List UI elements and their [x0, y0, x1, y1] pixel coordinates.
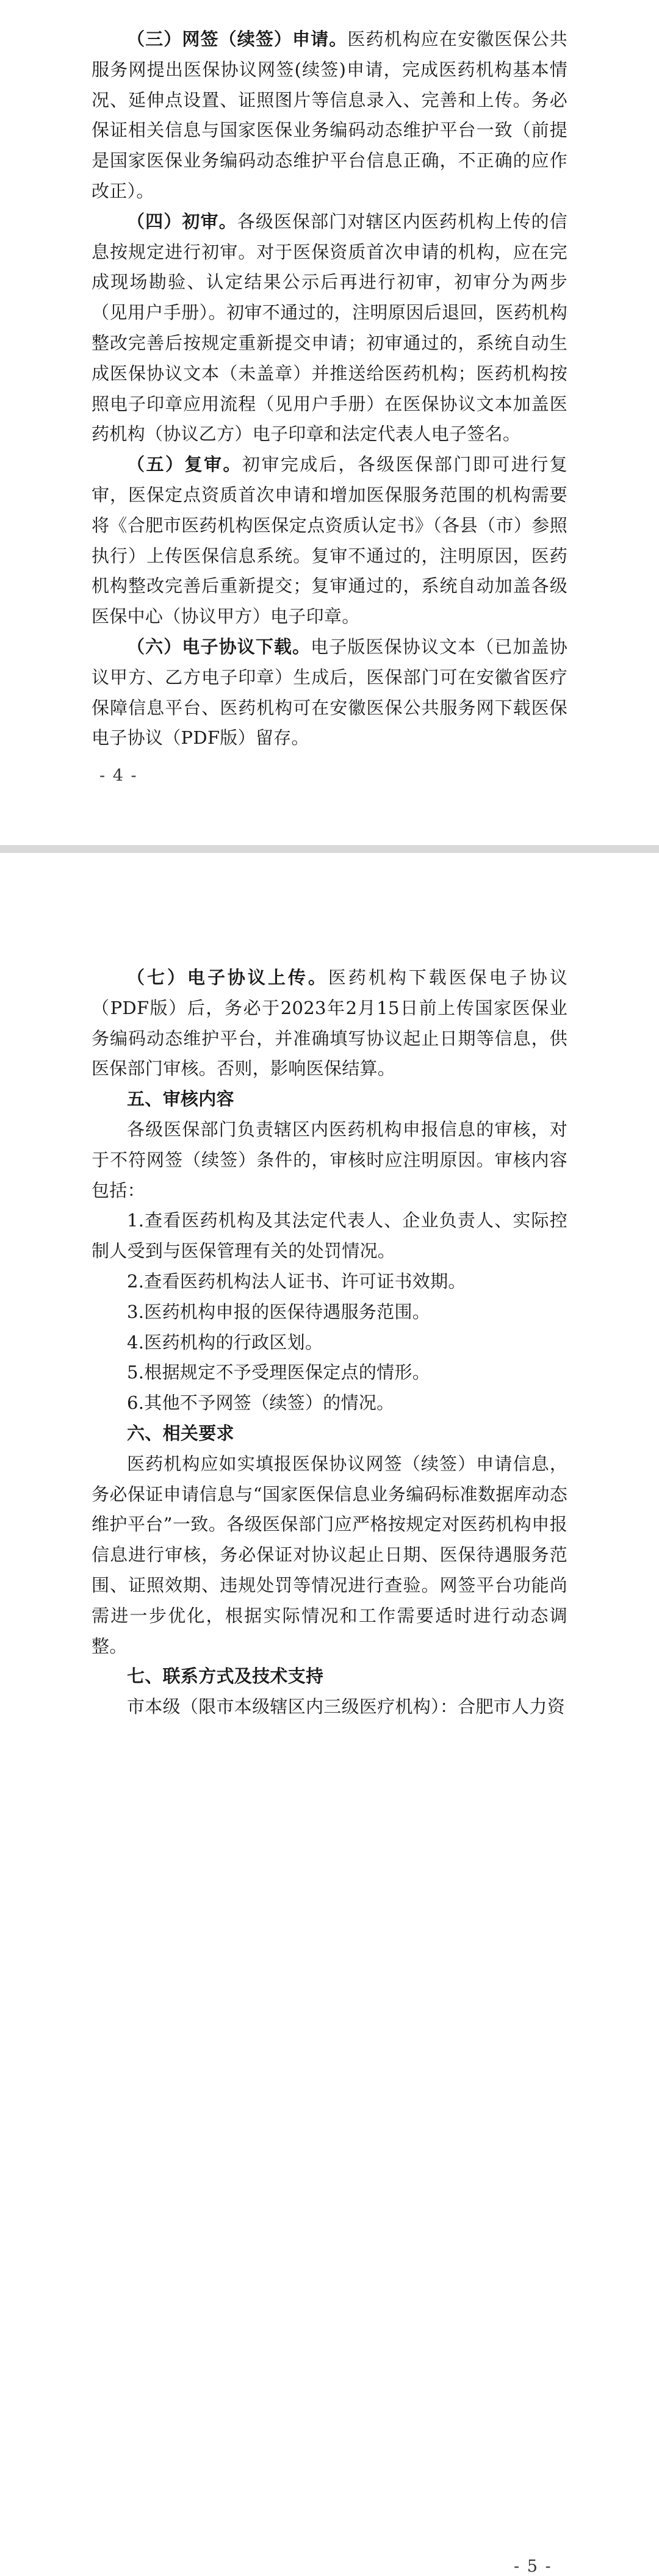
paragraph: [92, 963, 567, 1084]
document-page-5: [0, 853, 659, 2576]
paragraph-heading: （五）复审。: [127, 454, 242, 475]
paragraph: 市本级（限市本级辖区内三级医疗机构）：合肥市人力资: [127, 1696, 566, 1718]
section-heading: 五、审核内容: [127, 1088, 234, 1110]
list-item: 6.其他不予网签（续签）的情况。: [127, 1392, 395, 1414]
page-4-body: [92, 24, 567, 754]
list-item: 4.医药机构的行政区划。: [127, 1331, 323, 1353]
list-item: 2.查看医药机构法人证书、许可证书效期。: [127, 1270, 466, 1292]
paragraph: [92, 632, 567, 754]
paragraph-heading: （七）电子协议上传。: [127, 967, 328, 988]
list-item: 5.根据规定不予受理医保定点的情形。: [127, 1362, 431, 1383]
list-item: 3.医药机构申报的医保待遇服务范围。: [127, 1301, 431, 1322]
page-number: - 4 -: [99, 766, 138, 785]
paragraph-text: 医药机构下载医保电子协议（PDF版）后，务必于2023年2月15日前上传国家医保业务编码动态维护平台，并准确填写协议起止日期等信息，供医保部门审核。否则，影响医保结算。: [92, 967, 567, 1079]
page-separator: [0, 845, 659, 853]
paragraph: [92, 207, 567, 450]
paragraph-text: 初审完成后，各级医保部门即可进行复审，医保定点资质首次申请和增加医保服务范围的机构需要将《合肥市医药机构医保定点资质认定书》（各县（市）参照执行）上传医保信息系统。复审不通过的，注明原因，医药机构整改完善后重新提交；复审通过的，系统自动加盖各级医保中心（协议甲方）电子印章。: [92, 454, 567, 627]
paragraph-text: 电子版医保协议文本（已加盖协议甲方、乙方电子印章）生成后，医保部门可在安徽省医疗保障信息平台、医药机构可在安徽医保公共服务网下载医保电子协议（PDF版）留存。: [92, 636, 567, 749]
paragraph-text: 各级医保部门对辖区内医药机构上传的信息按规定进行初审。对于医保资质首次申请的机构，应在完成现场勘验、认定结果公示后再进行初审，初审分为两步（见用户手册）。初审不通过的，注明原因后退回，医药机构整改完善后按规定重新提交申请；初审通过的，系统自动生成医保协议文本（未盖章）并推送给医药机构；医药机构按照电子印章应用流程（见用户手册）在医保协议文本加盖医药机构（协议乙方）电子印章和法定代表人电子签名。: [92, 210, 567, 445]
paragraph-heading: （三）网签（续签）申请。: [127, 29, 348, 49]
document-page-4: [0, 0, 659, 845]
list-item: 1.查看医药机构及其法定代表人、企业负责人、实际控制人受到与医保管理有关的处罚情况。: [92, 1210, 567, 1262]
paragraph: 各级医保部门负责辖区内医药机构申报信息的审核，对于不符网签（续签）条件的，审核时应注明原因。审核内容包括：: [92, 1118, 567, 1201]
page-5-body: [92, 963, 567, 1722]
paragraph: [92, 450, 567, 632]
section-heading: 七、联系方式及技术支持: [127, 1666, 324, 1687]
paragraph: 医药机构应如实填报医保协议网签（续签）申请信息，务必保证申请信息与“国家医保信息业务编码标准数据库动态维护平台”一致。各级医保部门应严格按规定对医药机构申报信息进行审核，务必保证对协议起止日期、医保待遇服务范围、证照效期、违规处罚等情况进行查验。网签平台功能尚需进一步优化，根据实际情况和工作需要适时进行动态调整。: [92, 1453, 567, 1657]
paragraph-text: 医药机构应在安徽医保公共服务网提出医保协议网签(续签)申请，完成医药机构基本情况、延伸点设置、证照图片等信息录入、完善和上传。务必保证相关信息与国家医保业务编码动态维护平台一致（前提是国家医保业务编码动态维护平台信息正确，不正确的应作改正）。: [92, 29, 567, 201]
paragraph: [92, 24, 567, 207]
paragraph-heading: （四）初审。: [127, 210, 237, 232]
paragraph-heading: （六）电子协议下载。: [127, 636, 311, 657]
page-number: - 5 -: [514, 2557, 552, 2576]
section-heading: 六、相关要求: [127, 1422, 234, 1444]
